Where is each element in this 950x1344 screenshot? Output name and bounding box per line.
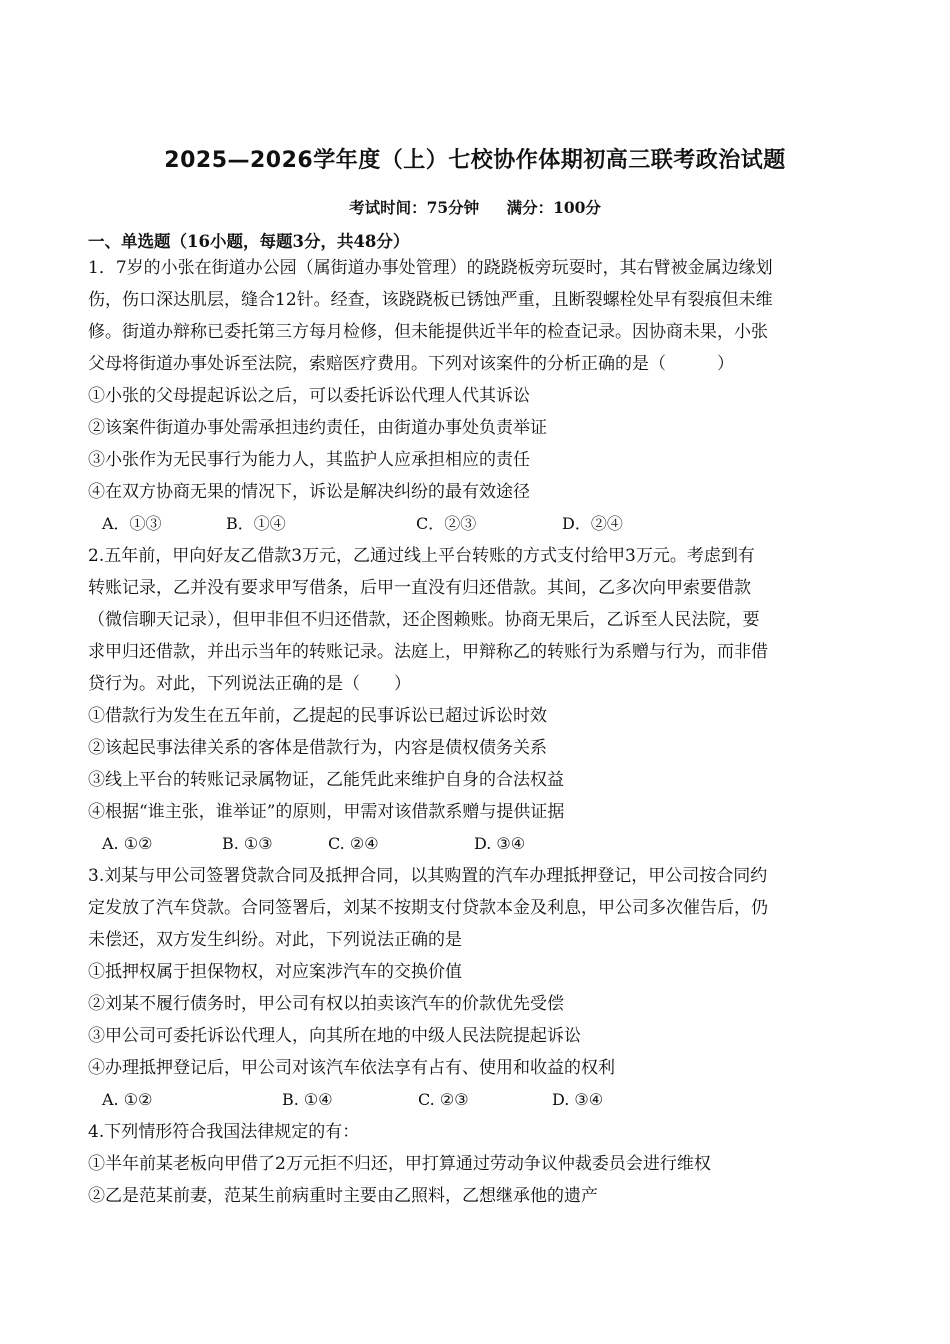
exam-time: 考试时间：75分钟	[349, 198, 480, 217]
statement-item: ②该案件街道办事处需承担违约责任，由街道办事处负责举证	[88, 418, 547, 438]
option-a: A．①③	[102, 514, 162, 533]
option-b: B. ①③	[222, 834, 273, 853]
question-stem-line: 未偿还，双方发生纠纷。对此，下列说法正确的是	[88, 930, 462, 950]
question-stem-line: 伤，伤口深达肌层，缝合12针。经查，该跷跷板已锈蚀严重，且断裂螺栓处早有裂痕但未维	[88, 290, 773, 310]
question-stem-line: 贷行为。对此，下列说法正确的是（ ）	[88, 674, 411, 694]
statement-item: ①抵押权属于担保物权，对应案涉汽车的交换价值	[88, 962, 462, 982]
question-stem-line: 求甲归还借款，并出示当年的转账记录。法庭上，甲辩称乙的转账行为系赠与行为，而非借	[88, 642, 768, 662]
question-stem-line: 2.五年前，甲向好友乙借款3万元，乙通过线上平台转账的方式支付给甲3万元。考虑到有	[88, 546, 755, 566]
statement-item: ①借款行为发生在五年前，乙提起的民事诉讼已超过诉讼时效	[88, 706, 547, 726]
option-b: B．①④	[226, 514, 286, 533]
option-b: B. ①④	[282, 1090, 333, 1109]
option-d: D. ③④	[552, 1090, 604, 1109]
statement-item: ①半年前某老板向甲借了2万元拒不归还，甲打算通过劳动争议仲裁委员会进行维权	[88, 1154, 711, 1174]
statement-item: ③甲公司可委托诉讼代理人，向其所在地的中级人民法院提起诉讼	[88, 1026, 581, 1046]
question-2	[88, 540, 868, 860]
section-title: 一、单选题（16小题，每题3分，共48分）	[88, 232, 410, 251]
question-stem-line: （微信聊天记录），但甲非但不归还借款，还企图赖账。协商无果后，乙诉至人民法院，要	[88, 610, 760, 630]
question-1	[88, 252, 868, 540]
question-4	[88, 1116, 868, 1212]
option-d: D. ③④	[474, 834, 526, 853]
exam-score: 满分：100分	[506, 198, 601, 217]
question-stem-line: 修。街道办辩称已委托第三方每月检修，但未能提供近半年的检查记录。因协商未果，小张	[88, 322, 768, 342]
exam-info	[0, 196, 950, 218]
option-d: D．②④	[562, 514, 623, 533]
question-stem-line: 4.下列情形符合我国法律规定的有：	[88, 1122, 360, 1142]
question-list	[88, 252, 868, 1212]
answer-options	[88, 828, 868, 860]
statement-item: ④在双方协商无果的情况下，诉讼是解决纠纷的最有效途径	[88, 482, 530, 502]
statement-item: ②乙是范某前妻，范某生前病重时主要由乙照料，乙想继承他的遗产	[88, 1186, 598, 1206]
answer-options	[88, 508, 868, 540]
question-stem-line: 父母将街道办事处诉至法院，索赔医疗费用。下列对该案件的分析正确的是（ ）	[88, 354, 734, 374]
option-c: C. ②③	[418, 1090, 469, 1109]
statement-item: ④根据“谁主张，谁举证”的原则，甲需对该借款系赠与提供证据	[88, 802, 565, 822]
statement-item: ③小张作为无民事行为能力人，其监护人应承担相应的责任	[88, 450, 530, 470]
question-3	[88, 860, 868, 1116]
statement-item: ②该起民事法律关系的客体是借款行为，内容是债权债务关系	[88, 738, 547, 758]
question-stem-line: 定发放了汽车贷款。合同签署后，刘某不按期支付贷款本金及利息，甲公司多次催告后，仍	[88, 898, 768, 918]
option-c: C. ②④	[328, 834, 379, 853]
statement-item: ③线上平台的转账记录属物证，乙能凭此来维护自身的合法权益	[88, 770, 564, 790]
statement-item: ②刘某不履行债务时，甲公司有权以拍卖该汽车的价款优先受偿	[88, 994, 564, 1014]
answer-options	[88, 1084, 868, 1116]
question-stem-line: 转账记录，乙并没有要求甲写借条，后甲一直没有归还借款。其间，乙多次向甲索要借款	[88, 578, 751, 598]
option-c: C．②③	[416, 514, 477, 533]
option-a: A. ①②	[102, 834, 153, 853]
page-title: 2025—2026学年度（上）七校协作体期初高三联考政治试题	[164, 148, 786, 173]
statement-item: ④办理抵押登记后，甲公司对该汽车依法享有占有、使用和收益的权利	[88, 1058, 615, 1078]
question-stem-line: 3.刘某与甲公司签署贷款合同及抵押合同，以其购置的汽车办理抵押登记，甲公司按合同约	[88, 866, 768, 886]
option-a: A. ①②	[102, 1090, 153, 1109]
question-stem-line: 1．7岁的小张在街道办公园（属街道办事处管理）的跷跷板旁玩耍时，其右臂被金属边缘划	[88, 258, 773, 278]
statement-item: ①小张的父母提起诉讼之后，可以委托诉讼代理人代其诉讼	[88, 386, 530, 406]
